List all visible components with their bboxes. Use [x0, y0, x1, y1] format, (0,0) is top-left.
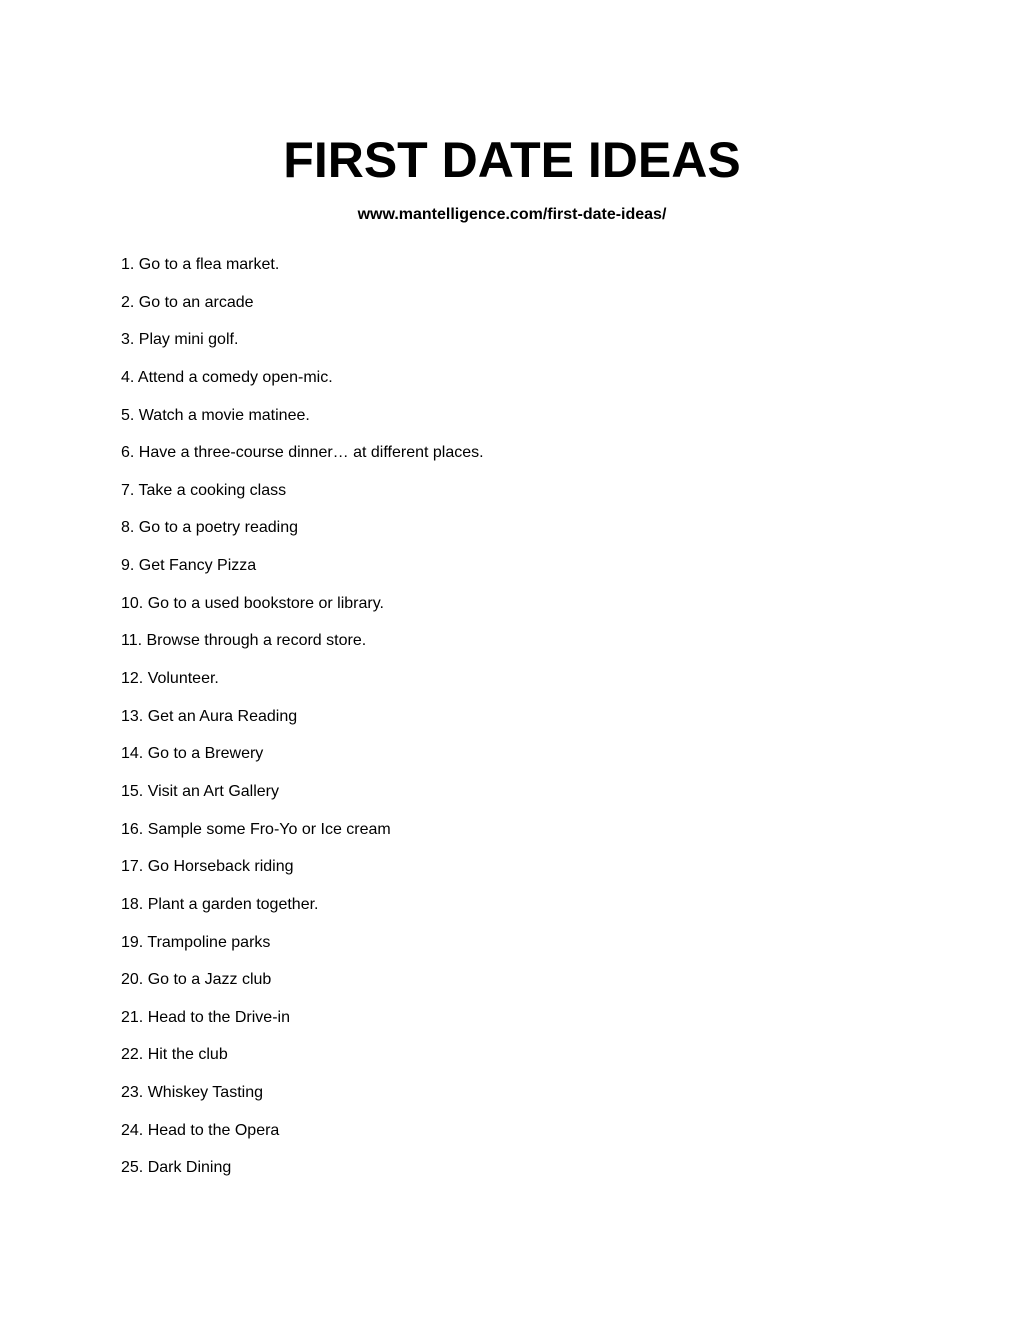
list-item: 15. Visit an Art Gallery: [121, 782, 279, 800]
source-url: www.mantelligence.com/first-date-ideas/: [357, 206, 667, 223]
list-item: 12. Volunteer.: [121, 670, 219, 688]
list-item: 11. Browse through a record store.: [121, 632, 367, 650]
list-item: 18. Plant a garden together.: [121, 895, 319, 913]
date-ideas-list: [121, 254, 484, 1195]
list-item: 4. Attend a comedy open-mic.: [121, 368, 333, 386]
list-item: 8. Go to a poetry reading: [121, 519, 298, 537]
list-item: 3. Play mini golf.: [121, 331, 239, 349]
list-item: 9. Get Fancy Pizza: [121, 557, 257, 575]
list-item: 7. Take a cooking class: [121, 481, 287, 499]
list-item: 5. Watch a movie matinee.: [121, 406, 310, 424]
list-item: 22. Hit the club: [121, 1046, 228, 1064]
list-item: 14. Go to a Brewery: [121, 745, 264, 763]
list-item: 25. Dark Dining: [121, 1159, 232, 1177]
list-item: 13. Get an Aura Reading: [121, 707, 298, 725]
list-item: 17. Go Horseback riding: [121, 858, 294, 876]
list-item: 19. Trampoline parks: [121, 933, 271, 951]
list-item: 1. Go to a flea market.: [121, 256, 280, 273]
list-item: 20. Go to a Jazz club: [121, 971, 272, 989]
list-item: 2. Go to an arcade: [121, 293, 254, 311]
list-item: 24. Head to the Opera: [121, 1121, 280, 1139]
list-item: 23. Whiskey Tasting: [121, 1084, 263, 1102]
list-item: 10. Go to a used bookstore or library.: [121, 594, 384, 612]
list-item: 16. Sample some Fro-Yo or Ice cream: [121, 820, 391, 838]
list-item: 6. Have a three-course dinner… at different places.: [121, 444, 484, 462]
page-title: FIRST DATE IDEAS: [283, 132, 741, 188]
list-item: 21. Head to the Drive-in: [121, 1008, 290, 1026]
